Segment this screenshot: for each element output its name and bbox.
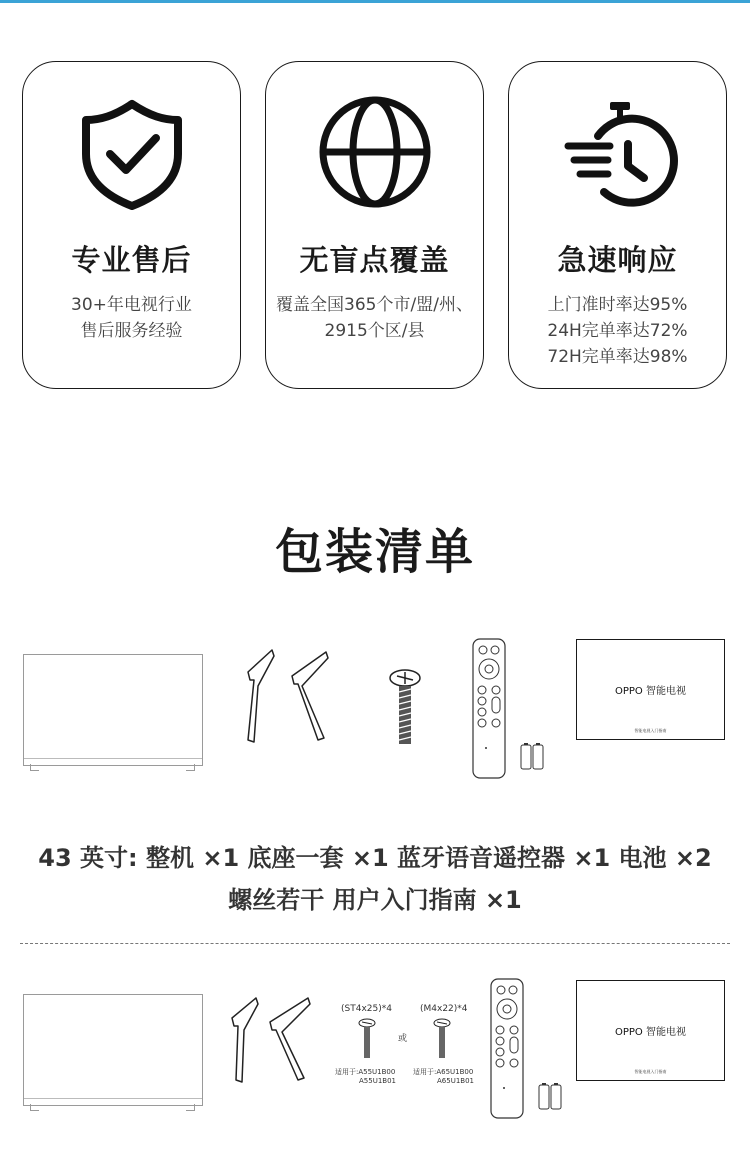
booklet-title: OPPO 智能电视	[615, 1027, 686, 1038]
section-divider	[20, 943, 730, 944]
screw-fit-text: A55U1B01	[359, 1077, 396, 1085]
screw-icon	[432, 1018, 452, 1060]
battery-icon	[538, 1082, 562, 1110]
card-desc-line: 覆盖全国365个市/盟/州、	[276, 295, 473, 315]
shield-check-icon	[72, 92, 192, 212]
card-desc-line: 上门准时率达95%	[547, 295, 688, 315]
service-card-response	[508, 61, 727, 389]
card-desc-line: 售后服务经验	[80, 321, 183, 341]
screw-icon	[388, 668, 422, 750]
booklet-subtitle: 智能电视入门指南	[634, 1069, 667, 1074]
card-description	[23, 292, 240, 344]
screw-fit-right	[413, 1068, 474, 1086]
screw-fit-text: 适用于:A65U1B00	[413, 1068, 474, 1076]
screw-fit-text: A65U1B01	[437, 1077, 474, 1085]
card-description	[509, 292, 726, 370]
package-contents-line-1: 43 英寸: 整机 ×1 底座一套 ×1 蓝牙语音遥控器 ×1 电池 ×2	[38, 844, 712, 872]
or-label: 或	[398, 1034, 408, 1044]
stand-legs-illustration	[222, 994, 322, 1084]
booklet-title: OPPO 智能电视	[615, 686, 686, 697]
card-desc-line: 30+年电视行业	[71, 295, 192, 315]
card-title: 无盲点覆盖	[299, 243, 450, 277]
stand-legs-illustration	[236, 646, 336, 746]
user-guide-booklet	[576, 639, 725, 740]
globe-icon	[315, 92, 435, 212]
screw-fit-text: 适用于:A55U1B00	[335, 1068, 396, 1076]
card-title: 专业售后	[71, 243, 192, 277]
booklet-subtitle: 智能电视入门指南	[634, 728, 667, 733]
card-desc-line: 24H完单率达72%	[547, 321, 688, 341]
card-title: 急速响应	[557, 243, 678, 277]
screw-fit-left	[335, 1068, 396, 1086]
remote-control-illustration	[490, 978, 524, 1120]
screw-spec-right: (M4x22)*4	[420, 1004, 468, 1014]
fast-stopwatch-icon	[558, 92, 678, 212]
top-accent-bar	[0, 0, 750, 3]
card-desc-line: 2915个区/县	[324, 321, 425, 341]
screw-icon	[357, 1018, 377, 1060]
card-description	[266, 292, 483, 344]
service-card-professional	[22, 61, 241, 389]
screw-spec-left: (ST4x25)*4	[341, 1004, 392, 1014]
packing-list-title: 包装清单	[274, 524, 475, 580]
remote-control-illustration	[472, 638, 506, 780]
package-contents-line-2: 螺丝若干 用户入门指南 ×1	[228, 886, 522, 914]
battery-icon	[520, 742, 544, 770]
service-card-coverage	[265, 61, 484, 389]
card-desc-line: 72H完单率达98%	[547, 347, 688, 367]
user-guide-booklet	[576, 980, 725, 1081]
